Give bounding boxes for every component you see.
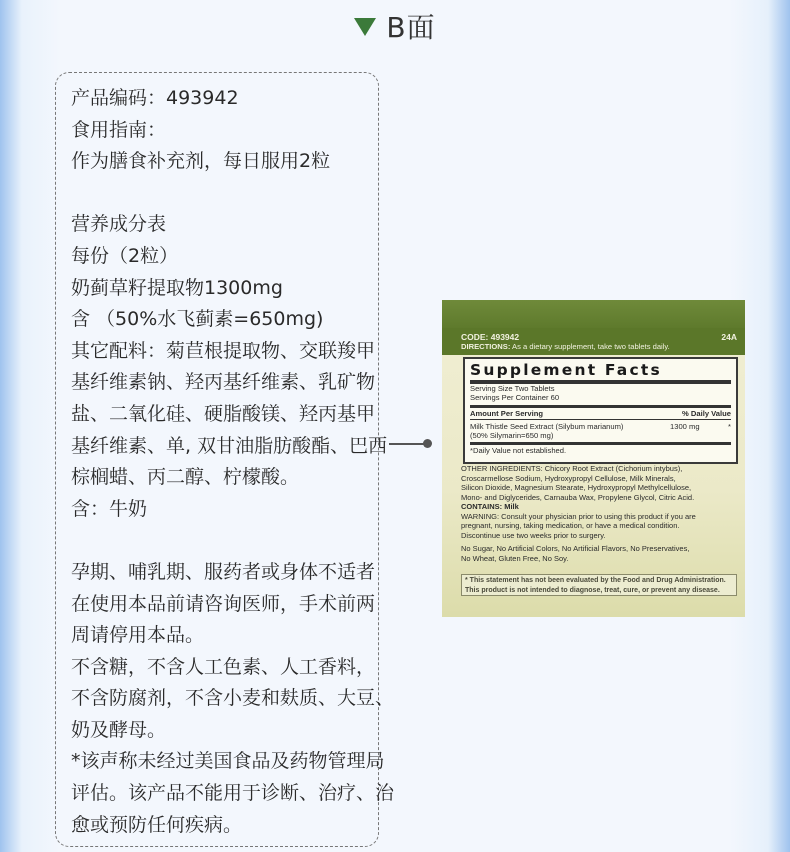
product-code: CODE: 493942 [461,332,520,342]
other-ingredients-line: Croscarmellose Sodium, Hydroxypropyl Cellulose, Milk Minerals, [461,473,676,483]
label-body [461,464,743,563]
text-line: 不含防腐剂，不含小麦和麸质、大豆、 [71,687,395,710]
text-line: 食用指南： [71,118,167,141]
ingredient-sub: (50% Silymarin=650 mg) [470,431,731,445]
lot-code: 24A [721,332,737,342]
text-line: 基纤维素、单, 双甘油脂肪酸酯、巴西 [71,434,388,457]
text-line: 奶蓟草籽提取物1300mg [71,276,283,299]
text-line: *该声称未经过美国食品及药物管理局 [71,750,385,773]
directions-text: As a dietary supplement, take two tablets daily. [510,342,670,351]
dv-header: % Daily Value [682,408,731,418]
blank-line [71,178,368,210]
label-code-row [461,332,737,342]
connector-dot [423,439,432,448]
serving-size: Serving Size Two Tablets [470,384,555,393]
warning-line: pregnant, nursing, taking medication, or have a medical condition. [461,521,680,530]
ingredient-dv: * [728,421,731,431]
dv-note: *Daily Value not established. [470,445,567,455]
amount-header: Amount Per Serving [470,408,543,418]
ingredient-amount: 1300 mg [670,421,700,431]
fda-statement [461,574,737,596]
text-line: 棕榈蜡、丙二醇、柠檬酸。 [71,466,300,489]
connector-line [389,443,427,445]
down-triangle-icon [354,18,376,36]
text-line: 含 （50%水飞蓟素=650mg) [71,308,324,331]
supplement-facts-title: Supplement Facts [470,361,731,384]
directions [461,342,741,351]
text-line: 每份（2粒） [71,244,179,267]
text-line: 盐、二氧化硅、硬脂酸镁、羟丙基甲 [71,402,376,425]
directions-label: DIRECTIONS: [461,342,511,351]
text-line: 产品编码：493942 [71,87,239,109]
supplement-facts-box [463,357,738,464]
contains-line: CONTAINS: Milk [461,502,519,511]
free-from-line: No Wheat, Gluten Free, No Soy. [461,553,569,563]
warning-line: Discontinue use two weeks prior to surgery. [461,530,606,540]
text-line: 含：牛奶 [71,497,148,520]
text-line: 其它配料：菊苣根提取物、交联羧甲 [71,339,376,362]
section-title: B面 [386,11,436,44]
text-line: 营养成分表 [71,213,167,236]
text-line: 基纤维素钠、羟丙基纤维素、乳矿物 [71,371,376,394]
section-header [0,6,790,46]
text-line: 在使用本品前请咨询医师，手术前两 [71,592,376,615]
free-from-line: No Sugar, No Artificial Colors, No Artificial Flavors, No Preservatives, [461,544,690,553]
text-line: 奶及酵母。 [71,718,167,741]
facts-header-row [470,405,731,420]
ingredient-row [470,422,731,432]
blank-line [71,525,368,557]
other-ingredients-line: OTHER INGREDIENTS: Chicory Root Extract (Cichorium intybus), [461,464,683,473]
fda-statement-line: This product is not intended to diagnose, treat, cure, or prevent any disease. [465,586,720,594]
label-top-band [442,300,745,328]
warning-line: WARNING: Consult your physician prior to using this product if you are [461,511,696,521]
servings-per-container: Servings Per Container 60 [470,393,560,403]
text-line: 周请停用本品。 [71,624,205,647]
other-ingredients-line: Mono- and Diglycerides, Carnauba Wax, Propylene Glycol, Citric Acid. [461,492,695,502]
text-line: 评估。该产品不能用于诊断、治疗、治 [71,782,395,805]
chinese-description-panel [55,72,395,847]
other-ingredients-line: Silicon Dioxide, Magnesium Stearate, Hydroxypropyl Methylcellulose, [461,483,692,492]
product-label-image [442,300,745,617]
text-line: 愈或预防任何疾病。 [71,813,243,836]
ingredient-name: Milk Thistle Seed Extract (Silybum marianum) [470,421,624,431]
text-line: 作为膳食补充剂，每日服用2粒 [71,150,331,173]
fda-statement-line: * This statement has not been evaluated by the Food and Drug Administration. [465,577,726,584]
text-line: 孕期、哺乳期、服药者或身体不适者 [71,560,376,583]
text-line: 不含糖，不含人工色素、人工香料， [71,655,376,678]
